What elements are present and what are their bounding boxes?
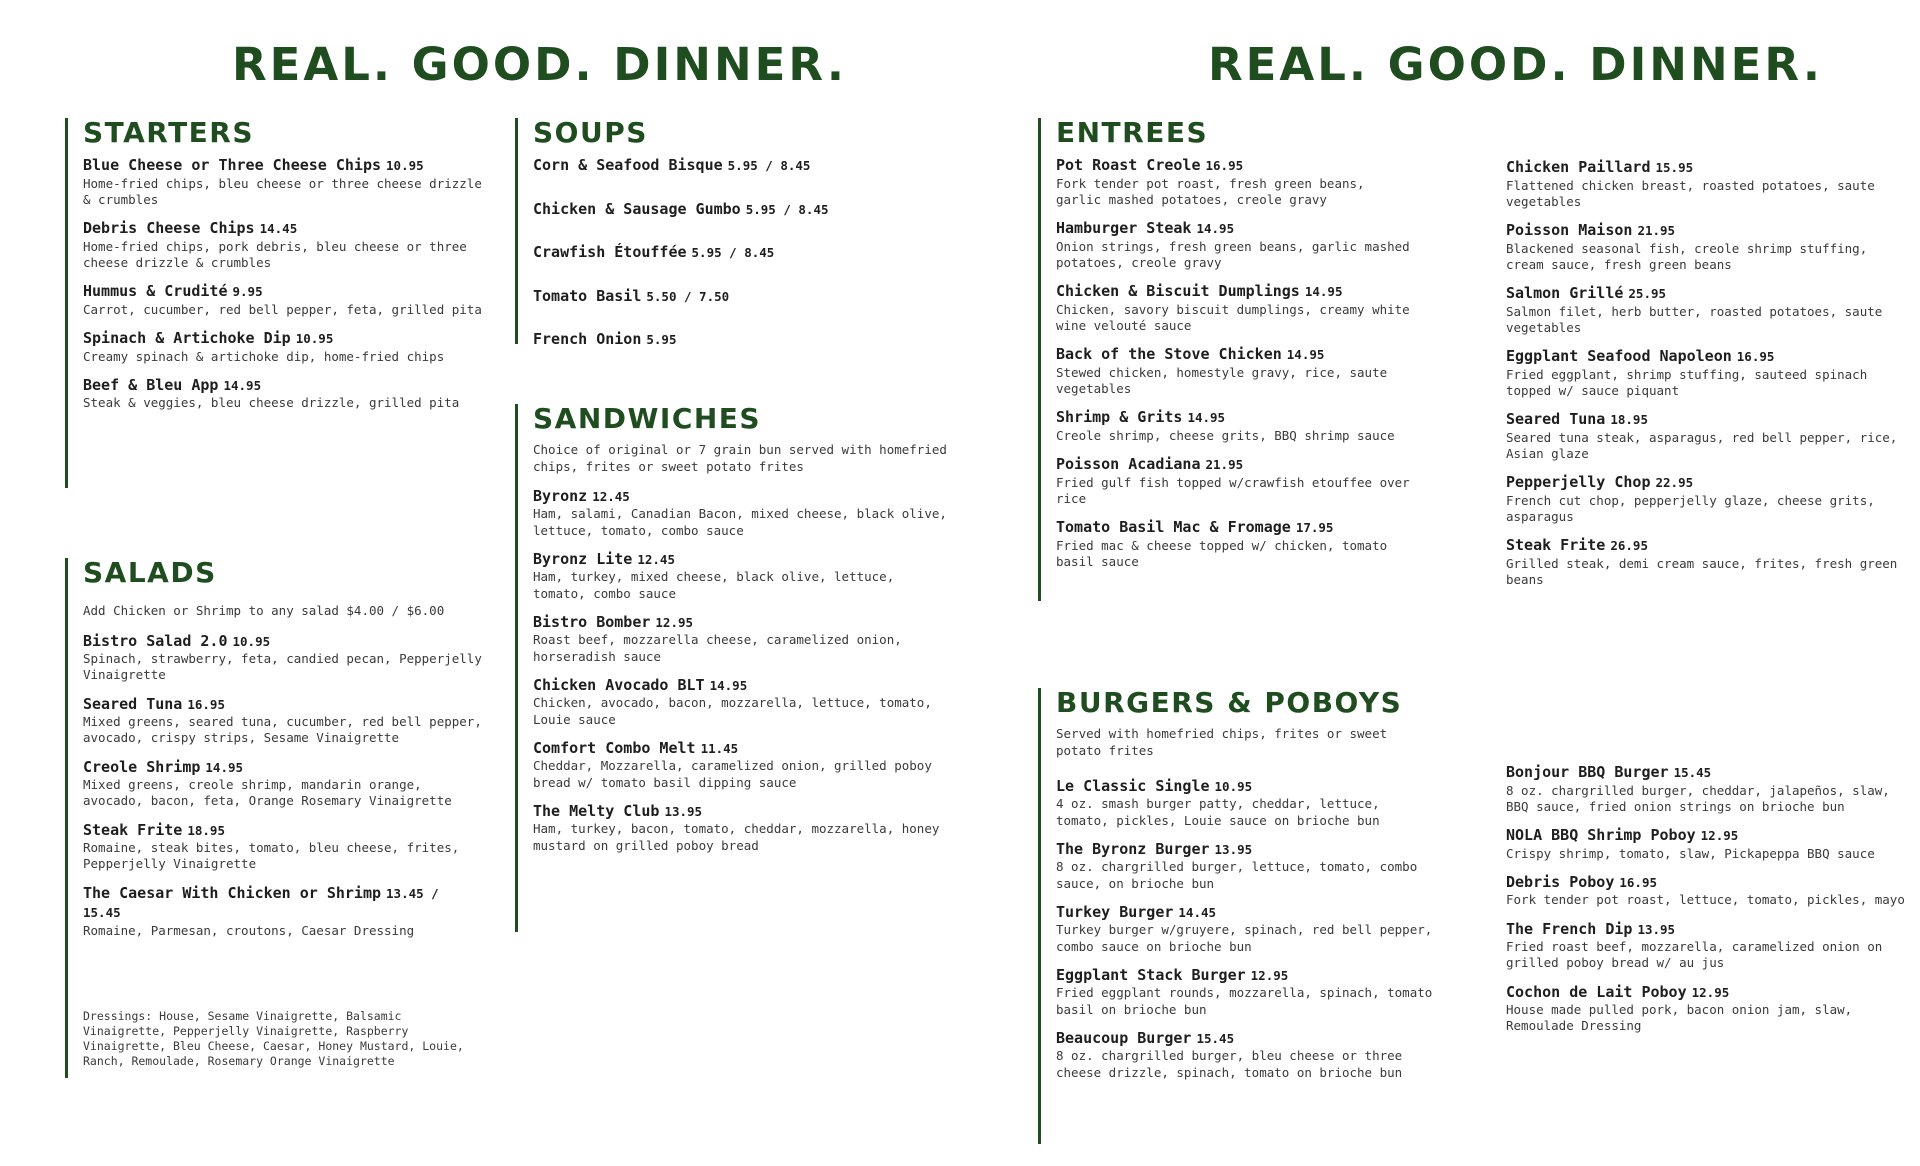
menu-item-description: Romaine, steak bites, tomato, bleu cheese, frites, Pepperjelly Vinaigrette — [83, 840, 460, 872]
menu-item-name: Bonjour BBQ Burger — [1506, 763, 1669, 781]
menu-item — [533, 156, 933, 176]
menu-item-name: Eggplant Seafood Napoleon — [1506, 347, 1732, 365]
menu-item-price: 14.95 — [223, 377, 262, 393]
burgers-right-column — [1506, 763, 1906, 1046]
menu-item-description: Fried gulf fish topped w/crawfish etouffee over rice — [1056, 474, 1410, 506]
menu-item-name: Chicken Paillard — [1506, 158, 1651, 176]
menu-item-name: Seared Tuna — [1506, 410, 1606, 428]
page-title-right: REAL. GOOD. DINNER. — [1208, 38, 1823, 91]
menu-item-name: Beaucoup Burger — [1056, 1028, 1192, 1047]
soups-heading: SOUPS — [533, 116, 648, 149]
menu-item-price: 5.95 / 8.45 — [727, 158, 811, 174]
menu-item-price: 14.95 — [1304, 284, 1343, 300]
menu-item-price: 15.45 — [1673, 765, 1712, 780]
menu-item-price: 16.95 — [187, 696, 225, 712]
menu-item-description: Spinach, strawberry, feta, candied pecan, Pepperjelly Vinaigrette — [83, 651, 482, 683]
menu-item-price: 14.95 — [1187, 410, 1226, 426]
menu-item-price: 15.95 — [1655, 160, 1694, 175]
menu-item-name: Tomato Basil — [533, 286, 642, 305]
menu-item-price: 16.95 — [1619, 874, 1658, 890]
menu-item-description: Creamy spinach & artichoke dip, home-fried chips — [83, 348, 445, 364]
menu-item-description: Fried eggplant rounds, mozzarella, spinach, tomato basil on brioche bun — [1056, 985, 1433, 1017]
menu-item-price: 18.95 — [187, 822, 225, 838]
menu-item — [1506, 473, 1906, 525]
burgers-heading: BURGERS & POBOYS — [1056, 686, 1403, 719]
menu-item-name: NOLA BBQ Shrimp Poboy — [1506, 826, 1696, 844]
menu-item-price: 12.95 — [1250, 967, 1289, 983]
menu-item-price: 26.95 — [1610, 538, 1648, 553]
menu-item-description: Fried roast beef, mozzarella, caramelized onion on grilled poboy bread w/ au jus — [1506, 939, 1883, 971]
menu-item-price: 11.45 — [700, 740, 739, 756]
menu-item — [83, 219, 483, 271]
menu-item-price: 13.45 / 15.45 — [83, 885, 439, 921]
menu-item-description: Turkey burger w/gruyere, spinach, red bell pepper, combo sauce on brioche bun — [1056, 922, 1433, 954]
menu-item — [83, 156, 483, 208]
menu-item-price: 5.95 — [646, 332, 677, 348]
menu-item-price: 5.95 / 8.45 — [745, 201, 829, 217]
menu-item-name: Back of the Stove Chicken — [1056, 345, 1282, 364]
menu-item-name: The French Dip — [1506, 919, 1633, 938]
menu-item-name: Debris Cheese Chips — [83, 219, 255, 238]
menu-item-description: Ham, turkey, mixed cheese, black olive, lettuce, tomato, combo sauce — [533, 569, 895, 601]
menu-item-description: Fork tender pot roast, fresh green beans, garlic mashed potatoes, creole gravy — [1056, 175, 1365, 208]
menu-item-name: Chicken Avocado BLT — [533, 675, 705, 694]
menu-item — [1056, 219, 1416, 271]
menu-item-name: Spinach & Artichoke Dip — [83, 329, 291, 348]
menu-item-name: Steak Frite — [1506, 536, 1606, 554]
menu-item-name: Steak Frite — [83, 820, 183, 839]
menu-item-price: 22.95 — [1655, 475, 1694, 490]
sandwiches-subtitle: Choice of original or 7 grain bun served with homefried chips, frites or sweet potato frites — [533, 442, 947, 474]
menu-item-price: 17.95 — [1295, 520, 1334, 536]
menu-item — [1056, 777, 1436, 829]
menu-item — [83, 376, 483, 412]
menu-item — [1506, 410, 1906, 462]
menu-item-description: Crispy shrimp, tomato, slaw, Pickapeppa BBQ sauce — [1506, 845, 1875, 861]
menu-item-price: 14.95 — [1286, 347, 1325, 363]
menu-item-price: 14.45 — [259, 221, 298, 237]
menu-item — [1056, 156, 1416, 208]
menu-item — [83, 329, 483, 365]
menu-item-description: Ham, turkey, bacon, tomato, cheddar, mozzarella, honey mustard on grilled poboy bread — [533, 821, 940, 853]
menu-item — [1056, 455, 1416, 507]
menu-item-price: 12.95 — [1691, 984, 1730, 1000]
menu-item-description: Flattened chicken breast, roasted potatoes, saute vegetables — [1506, 177, 1875, 209]
menu-item-description: Blackened seasonal fish, creole shrimp stuffing, cream sauce, fresh green beans — [1506, 240, 1868, 272]
menu-item-description: Fried eggplant, shrimp stuffing, sauteed spinach topped w/ sauce piquant — [1506, 366, 1868, 398]
menu-item-price: 10.95 — [1214, 778, 1253, 794]
menu-item-name: The Caesar With Chicken or Shrimp — [83, 883, 382, 902]
salads-heading: SALADS — [83, 556, 217, 589]
menu-item-description: Romaine, Parmesan, croutons, Caesar Dressing — [83, 922, 415, 938]
menu-item-description: Fried mac & cheese topped w/ chicken, tomato basil sauce — [1056, 537, 1388, 569]
menu-item-name: The Melty Club — [533, 801, 660, 820]
menu-item-name: Creole Shrimp — [83, 757, 201, 776]
menu-item — [1056, 903, 1436, 955]
menu-item-price: 12.95 — [1700, 828, 1739, 843]
menu-item-name: Bistro Bomber — [533, 612, 651, 631]
starters-heading: STARTERS — [83, 116, 255, 149]
menu-item-price: 12.45 — [592, 488, 630, 504]
menu-item-price: 25.95 — [1628, 286, 1667, 301]
menu-item — [533, 330, 933, 350]
menu-item — [533, 287, 933, 307]
sandwiches-heading: SANDWICHES — [533, 402, 762, 435]
menu-item-description: Roast beef, mozzarella cheese, caramelized onion, horseradish sauce — [533, 632, 902, 664]
menu-item-name: Turkey Burger — [1056, 902, 1174, 921]
menu-item-price: 15.45 — [1196, 1030, 1235, 1046]
menu-item — [1056, 840, 1436, 892]
dressings-note: Dressings: House, Sesame Vinaigrette, Balsamic Vinaigrette, Pepperjelly Vinaigrette, Raspberry Vinaigrette, Bleu Cheese, Caesar, Honey Mustard, Louie, Ranch, Remoulade, Rosemary Orange Vinaigrette — [83, 1008, 464, 1068]
menu-item-name: Bistro Salad 2.0 — [83, 631, 228, 650]
menu-item-description: Mixed greens, seared tuna, cucumber, red bell pepper, avocado, crispy strips, Sesame Vinaigrette — [83, 714, 482, 746]
menu-item — [1056, 408, 1416, 444]
menu-item — [83, 758, 483, 810]
menu-item-description: Mixed greens, creole shrimp, mandarin orange, avocado, bacon, feta, Orange Rosemary Vinaigrette — [83, 777, 452, 809]
menu-item-description: 8 oz. chargrilled burger, cheddar, jalapeños, slaw, BBQ sauce, fried onion strings on brioche bun — [1506, 782, 1890, 814]
sandwiches-section — [515, 404, 953, 932]
menu-item-description: Onion strings, fresh green beans, garlic mashed potatoes, creole gravy — [1056, 238, 1410, 271]
menu-item-description: Grilled steak, demi cream sauce, frites, fresh green beans — [1506, 555, 1898, 587]
menu-item-price: 5.50 / 7.50 — [646, 288, 730, 304]
menu-item — [533, 550, 953, 602]
menu-item — [1506, 983, 1906, 1035]
menu-item — [533, 676, 953, 728]
menu-item-name: Debris Poboy — [1506, 872, 1615, 891]
menu-item-price: 14.95 — [709, 677, 748, 693]
menu-item — [83, 282, 483, 318]
menu-item — [1056, 282, 1416, 334]
menu-item-name: Comfort Combo Melt — [533, 738, 696, 757]
menu-item — [1506, 873, 1906, 909]
menu-item-name: Chicken & Biscuit Dumplings — [1056, 282, 1300, 301]
menu-item-price: 5.95 / 8.45 — [691, 245, 775, 261]
salads-subtitle: Add Chicken or Shrimp to any salad $4.00 / $6.00 — [83, 603, 445, 619]
menu-item-price: 12.45 — [637, 551, 675, 567]
menu-item-price: 13.95 — [1637, 921, 1676, 937]
menu-item-description: Chicken, savory biscuit dumplings, creamy white wine velouté sauce — [1056, 301, 1410, 334]
menu-item-price: 10.95 — [386, 158, 424, 174]
salads-section — [65, 558, 483, 1078]
menu-item-name: Salmon Grillé — [1506, 284, 1624, 302]
menu-item — [1506, 536, 1906, 588]
menu-item-description: Home-fried chips, bleu cheese or three cheese drizzle & crumbles — [83, 175, 482, 208]
burgers-subtitle: Served with homefried chips, frites or sweet potato frites — [1056, 726, 1388, 758]
menu-item-name: Cochon de Lait Poboy — [1506, 982, 1687, 1001]
menu-item-name: Eggplant Stack Burger — [1056, 965, 1246, 984]
menu-item-description: Fork tender pot roast, lettuce, tomato, pickles, mayo — [1506, 892, 1905, 908]
menu-item — [1506, 826, 1906, 862]
menu-item-price: 21.95 — [1205, 457, 1244, 473]
menu-item-price: 14.45 — [1178, 904, 1217, 920]
entrees-right-column — [1506, 158, 1906, 599]
menu-item-name: Seared Tuna — [83, 694, 183, 713]
menu-item-description: 4 oz. smash burger patty, cheddar, lettuce, tomato, pickles, Louie sauce on brioche bun — [1056, 796, 1380, 828]
menu-item-name: Poisson Maison — [1506, 221, 1633, 239]
menu-item — [83, 695, 483, 747]
burgers-section — [1038, 688, 1436, 1144]
menu-item-name: Hamburger Steak — [1056, 219, 1192, 238]
menu-item — [83, 632, 483, 684]
menu-item-name: The Byronz Burger — [1056, 839, 1210, 858]
menu-item — [1506, 347, 1906, 399]
menu-item-description: Salmon filet, herb butter, roasted potatoes, saute vegetables — [1506, 303, 1883, 335]
menu-item-price: 16.95 — [1205, 158, 1244, 174]
menu-item — [533, 200, 933, 220]
menu-item — [1506, 920, 1906, 972]
menu-item-description: Seared tuna steak, asparagus, red bell pepper, rice, Asian glaze — [1506, 429, 1898, 461]
menu-item-name: Byronz Lite — [533, 549, 633, 568]
menu-item-name: Pepperjelly Chop — [1506, 473, 1651, 491]
menu-item — [533, 802, 953, 854]
menu-item — [83, 821, 483, 873]
menu-item — [533, 739, 953, 791]
menu-item-description: Cheddar, Mozzarella, caramelized onion, grilled poboy bread w/ tomato basil dipping sauce — [533, 758, 932, 790]
menu-item-description: Ham, salami, Canadian Bacon, mixed cheese, black olive, lettuce, tomato, combo sauce — [533, 506, 947, 538]
menu-item-name: Byronz — [533, 486, 588, 505]
menu-item — [533, 487, 953, 539]
menu-item-name: Shrimp & Grits — [1056, 408, 1183, 427]
menu-item — [1506, 158, 1906, 210]
menu-item — [533, 613, 953, 665]
menu-item-description: Home-fried chips, pork debris, bleu cheese or three cheese drizzle & crumbles — [83, 238, 467, 271]
menu-item-name: Poisson Acadiana — [1056, 455, 1201, 474]
menu-item-description: Carrot, cucumber, red bell pepper, feta, grilled pita — [83, 301, 482, 317]
menu-item-price: 10.95 — [232, 633, 271, 649]
menu-item — [1056, 518, 1416, 570]
soups-section — [515, 116, 933, 349]
menu-item-name: French Onion — [533, 330, 642, 349]
entrees-heading: ENTREES — [1056, 116, 1209, 149]
menu-item-name: Le Classic Single — [1056, 776, 1210, 795]
entrees-section — [1038, 118, 1416, 601]
menu-item-price: 9.95 — [232, 284, 263, 300]
menu-item-price: 12.95 — [655, 614, 694, 630]
menu-item-name: Hummus & Crudité — [83, 282, 228, 301]
menu-item-price: 14.95 — [1196, 221, 1235, 237]
menu-item — [83, 884, 483, 939]
menu-item — [1056, 345, 1416, 397]
menu-item-description: Steak & veggies, bleu cheese drizzle, grilled pita — [83, 395, 460, 411]
menu-item-name: Pot Roast Creole — [1056, 156, 1201, 175]
menu-item-description: 8 oz. chargrilled burger, lettuce, tomato, combo sauce, on brioche bun — [1056, 859, 1418, 891]
menu-item — [1056, 966, 1436, 1018]
menu-item-description: Stewed chicken, homestyle gravy, rice, saute vegetables — [1056, 364, 1388, 397]
menu-item-price: 18.95 — [1610, 412, 1648, 427]
menu-item-price: 13.95 — [1214, 841, 1253, 857]
menu-item — [1506, 284, 1906, 336]
menu-item-name: Chicken & Sausage Gumbo — [533, 199, 741, 218]
menu-item-description: Chicken, avocado, bacon, mozzarella, lettuce, tomato, Louie sauce — [533, 695, 932, 727]
menu-item-name: Tomato Basil Mac & Fromage — [1056, 518, 1291, 537]
page-title-left: REAL. GOOD. DINNER. — [232, 38, 847, 91]
menu-item — [533, 243, 933, 263]
menu-item — [1506, 221, 1906, 273]
menu-item-price: 14.95 — [205, 759, 244, 775]
menu-item-description: French cut chop, pepperjelly glaze, cheese grits, asparagus — [1506, 492, 1875, 524]
menu-item-price: 21.95 — [1637, 223, 1676, 238]
menu-item-description: Creole shrimp, cheese grits, BBQ shrimp sauce — [1056, 427, 1395, 443]
menu-item-price: 10.95 — [295, 331, 334, 347]
menu-item-description: House made pulled pork, bacon onion jam, slaw, Remoulade Dressing — [1506, 1002, 1853, 1034]
menu-item-price: 13.95 — [664, 803, 703, 819]
starters-section — [65, 118, 483, 488]
menu-item-name: Blue Cheese or Three Cheese Chips — [83, 156, 382, 175]
menu-item — [1056, 1029, 1436, 1081]
menu-item — [1506, 763, 1906, 815]
menu-item-name: Crawfish Étouffée — [533, 243, 687, 262]
menu-item-name: Beef & Bleu App — [83, 375, 219, 394]
menu-item-price: 16.95 — [1736, 349, 1775, 364]
menu-item-description: 8 oz. chargrilled burger, bleu cheese or three cheese drizzle, spinach, tomato on brioche bun — [1056, 1048, 1403, 1080]
menu-item-name: Corn & Seafood Bisque — [533, 156, 723, 175]
